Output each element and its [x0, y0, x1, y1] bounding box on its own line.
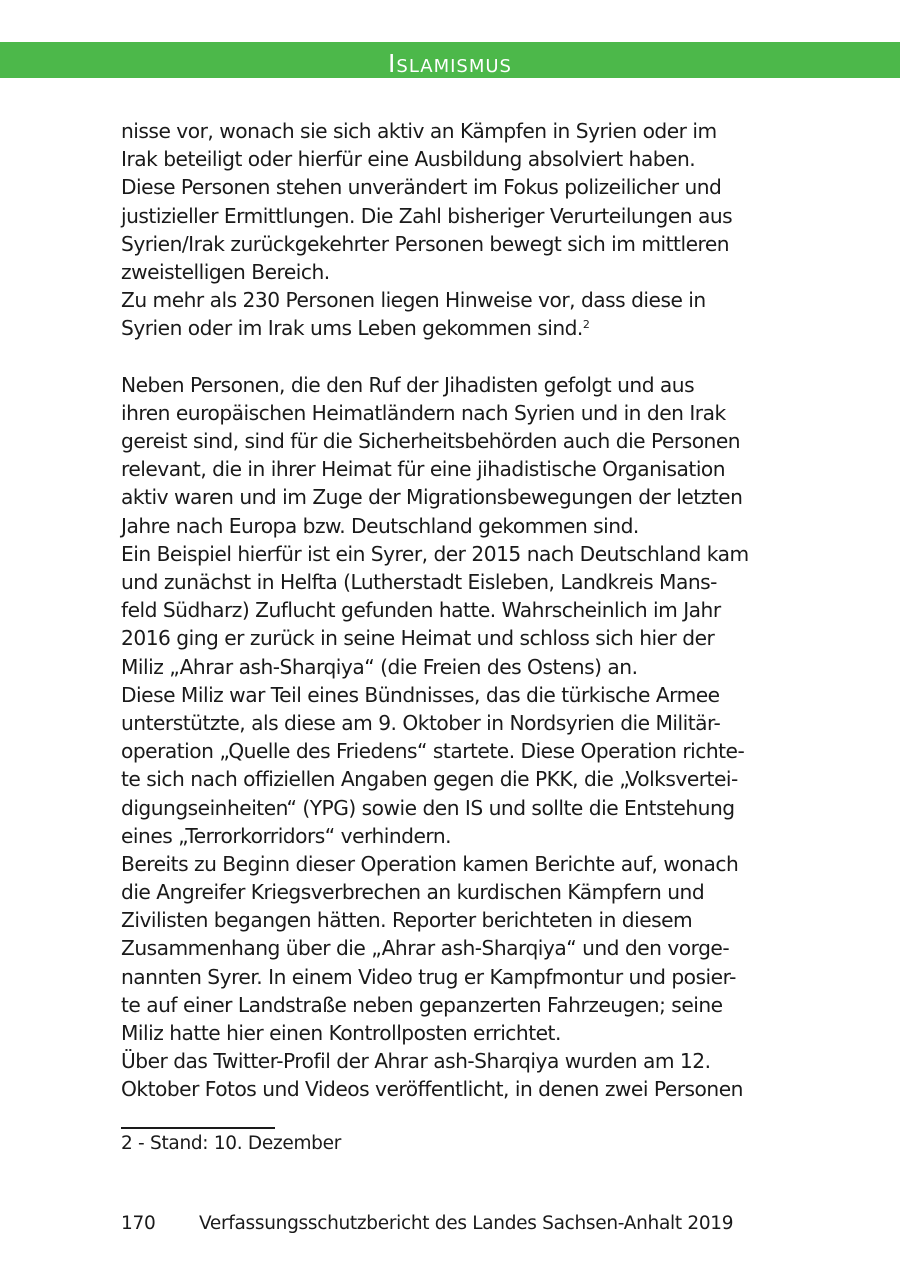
text-line: justizieller Ermittlungen. Die Zahl bisheriger Verurteilungen aus — [121, 203, 733, 228]
paragraph-spacer — [121, 343, 801, 371]
text-line: unterstützte, als diese am 9. Oktober in Nordsyrien die Militär- — [121, 710, 721, 735]
text-line: 2016 ging er zurück in seine Heimat und schloss sich hier der — [121, 626, 715, 651]
text-line: Zivilisten begangen hätten. Reporter berichteten in diesem — [121, 908, 693, 933]
text-line: Diese Personen stehen unverändert im Fokus polizeilicher und — [121, 175, 722, 200]
section-title: Islamismus — [388, 49, 512, 78]
text-line: nannten Syrer. In einem Video trug er Kampfmontur und posier- — [121, 964, 736, 989]
footnote-reference[interactable]: 2 — [582, 318, 590, 332]
text-line: Neben Personen, die den Ruf der Jihadisten gefolgt und aus — [121, 372, 695, 397]
text-line: Jahre nach Europa bzw. Deutschland gekommen sind. — [121, 513, 639, 538]
text-line: Zu mehr als 230 Personen liegen Hinweise vor, dass diese in — [121, 288, 706, 313]
text-line: eines „Terrorkorridors“ verhindern. — [121, 823, 452, 848]
text-line: Über das Twitter-Profil der Ahrar ash-Sharqiya wurden am 12. — [121, 1049, 711, 1074]
body-text — [121, 117, 801, 1104]
page-number: 170 — [121, 1213, 156, 1234]
footnote-divider — [121, 1127, 275, 1129]
text-line: Miliz „Ahrar ash-Sharqiya“ (die Freien des Ostens) an. — [121, 654, 638, 679]
footnote: 2 - Stand: 10. Dezember — [121, 1133, 341, 1154]
text-line: Oktober Fotos und Videos veröffentlicht, in denen zwei Personen — [121, 1077, 743, 1102]
text-line: und zunächst in Helfta (Lutherstadt Eisleben, Landkreis Mans- — [121, 570, 717, 594]
text-line: feld Südharz) Zuflucht gefunden hatte. Wahrscheinlich im Jahr — [121, 598, 721, 623]
text-line: te sich nach offiziellen Angaben gegen die PKK, die „Volksvertei- — [121, 767, 738, 792]
text-line: ihren europäischen Heimatländern nach Syrien und in den Irak — [121, 400, 726, 425]
text-line: te auf einer Landstraße neben gepanzerten Fahrzeugen; seine — [121, 992, 723, 1017]
text-line: Bereits zu Beginn dieser Operation kamen Berichte auf, wonach — [121, 851, 739, 876]
text-line: Zusammenhang über die „Ahrar ash-Sharqiya“ und den vorge- — [121, 936, 730, 961]
text-line: Syrien/Irak zurückgekehrter Personen bewegt sich im mittleren — [121, 231, 730, 256]
text-line-with-footnote — [121, 314, 801, 342]
text-line: relevant, die in ihrer Heimat für eine jihadistische Organisation — [121, 457, 726, 482]
text-line: Diese Miliz war Teil eines Bündnisses, das die türkische Armee — [121, 682, 720, 707]
text-line: Irak beteiligt oder hierfür eine Ausbildung absolviert haben. — [121, 147, 696, 172]
text-line: die Angreifer Kriegsverbrechen an kurdischen Kämpfern und — [121, 880, 705, 905]
text-line: digungseinheiten“ (YPG) sowie den IS und sollte die Entstehung — [121, 795, 735, 820]
text-line: Ein Beispiel hierfür ist ein Syrer, der 2015 nach Deutschland kam — [121, 541, 749, 566]
text-line: aktiv waren und im Zuge der Migrationsbewegungen der letzten — [121, 485, 743, 510]
page-footer — [121, 1213, 821, 1234]
text-line-content: Syrien oder im Irak ums Leben gekommen sind. — [121, 316, 583, 341]
section-header-band — [0, 42, 900, 78]
text-line: zweistelligen Bereich. — [121, 259, 330, 284]
publication-title: Verfassungsschutzbericht des Landes Sachsen-Anhalt 2019 — [199, 1213, 734, 1234]
text-line: nisse vor, wonach sie sich aktiv an Kämpfen in Syrien oder im — [121, 119, 717, 143]
text-line: Miliz hatte hier einen Kontrollposten errichtet. — [121, 1021, 561, 1045]
text-line: operation „Quelle des Friedens“ startete. Diese Operation richte- — [121, 739, 745, 764]
text-line: gereist sind, sind für die Sicherheitsbehörden auch die Personen — [121, 429, 741, 454]
